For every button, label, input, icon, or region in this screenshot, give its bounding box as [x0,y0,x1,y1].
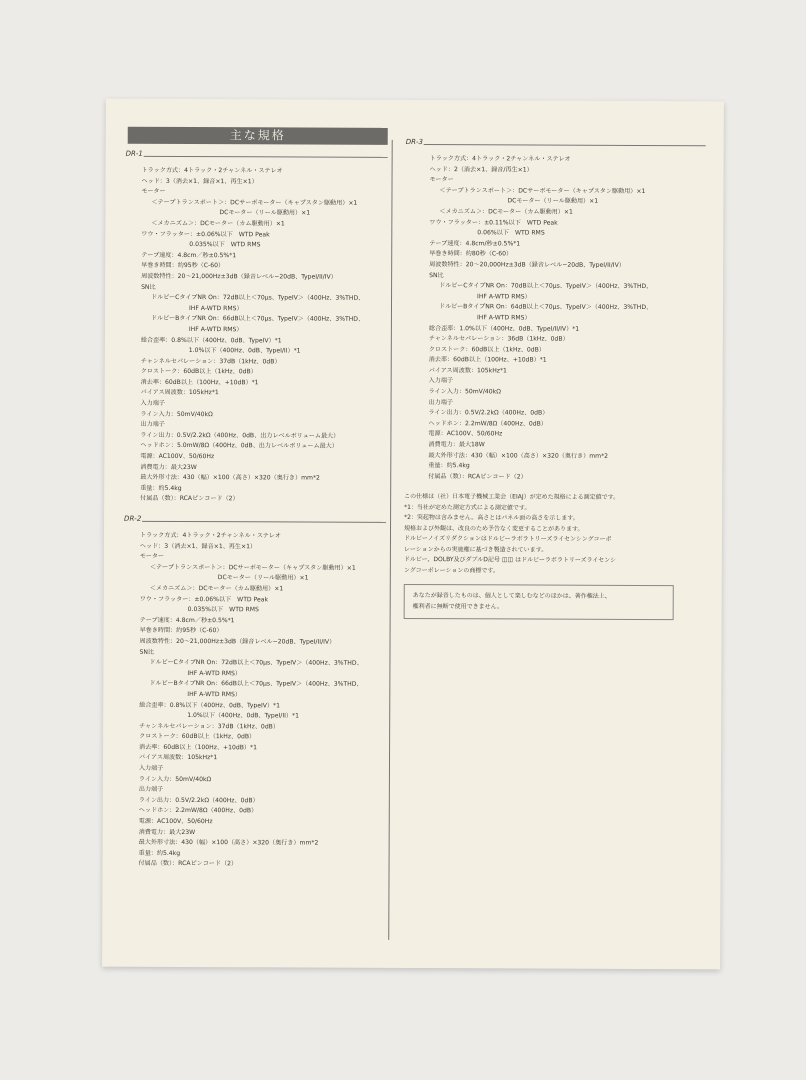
spec-line: 重量：約5.4kg [140,484,182,492]
spec-line: チャンネルセパレーション：37dB（1kHz、0dB） [140,357,281,366]
spec-line: ライン出力：0.5V/2.2kΩ（400Hz、0dB） [428,409,549,417]
spec-line: 1.0%以下（400Hz、0dB、TypeI/II）*1 [187,712,299,720]
spec-line: 入力端子 [428,377,454,385]
spec-line: ドルビーBタイプNR On：64dB以上＜70μs、TypeIV＞（400Hz、3%THD、 [438,303,653,312]
spec-line: IHF A-WTD RMS） [188,304,243,312]
spec-line: ドルビーCタイプNR On：72dB以上＜70μs、TypeIV＞（400Hz、3%THD、 [149,658,363,667]
spec-line: バイアス周波数：105kHz*1 [139,754,218,762]
spec-line: 入力端子 [140,399,165,407]
spec-line: クロストーク：60dB以上（1kHz、0dB） [428,345,545,354]
spec-line: 早巻き時間：約95秒（C-60） [141,262,225,270]
spec-line: ＜テープトランスポート＞：DCサーボモーター（キャプスタン駆動用）×1 [439,186,646,195]
spec-line: ヘッドホン：2.2mW/8Ω（400Hz、0dB） [428,419,547,428]
spec-line: ドルビーCタイプNR On：72dB以上＜70μs、TypeIV＞（400Hz、3%THD、 [151,293,365,302]
spec-line: 消去率：60dB以上（100Hz、+10dB）*1 [428,356,547,364]
section-rule [424,144,706,146]
spec-line: 重量：約5.4kg [138,849,181,857]
spec-line: チャンネルセパレーション：36dB（1kHz、0dB） [428,335,569,343]
spec-line: ヘッド：3（消去×1、録音×1、再生×1） [139,542,257,550]
spec-line: トラック方式：4トラック・2チャンネル・ステレオ [141,166,283,175]
spec-line: SN比 [429,271,444,279]
footnote-line: ドルビーノイズリダクションはドルビーラボラトリーズライセンシングコーポ [403,535,612,544]
spec-line: ＜テープトランスポート＞：DCサーボモーター（キャプスタン駆動用）×1 [149,563,356,572]
spec-line: ワウ・フラッター：±0.06%以下 WTD Peak [141,230,270,238]
spec-line: ドルビーCタイプNR On：70dB以上＜70μs、TypeIV＞（400Hz、3%THD、 [439,282,653,291]
spec-line: 0.035%以下 WTD RMS [189,241,261,249]
spec-line: ＜テープトランスポート＞：DCサーボモーター（キャプスタン駆動用）×1 [151,198,358,207]
spec-line: ＜メカニズム＞：DCモーター（カム駆動用）×1 [439,208,573,216]
spec-line: 出力端子 [138,786,164,794]
spec-line: ヘッドホン：5.0mW/8Ω（400Hz、0dB、出力レベルボリューム最大） [140,442,338,451]
spec-list [428,154,705,484]
spec-line: 最大外形寸法：430（幅）×100（高さ）×320（奥行き）mm*2 [138,839,319,847]
column-divider [388,140,392,940]
spec-line: 付属品（数）：RCAピンコード（2） [428,472,527,481]
spec-line: モーター [139,552,165,561]
footnote-line: ングコーポレーションの商標です。 [403,566,499,575]
spec-line: テープ速度：4.8cm／秒±0.5%*1 [141,251,237,259]
spec-line: トラック方式：4トラック・2チャンネル・ステレオ [139,531,281,540]
spec-list [139,531,386,871]
spec-line: IHF A-WTD RMS） [477,292,531,301]
spec-line: モーター [429,176,454,184]
spec-line: ドルビーBタイプNR On：66dB以上＜70μs、TypeIV＞（400Hz、3%THD、 [149,680,363,689]
model-name: DR-1 [125,149,143,158]
spec-line: DCモーター（リール駆動用）×1 [217,574,309,582]
spec-line: 早巻き時間：約95秒（C-60） [139,627,223,635]
model-header-dr1 [126,150,388,163]
spec-line: 重量：約5.4kg [428,462,470,470]
spec-line: テープ速度：4.8cm/秒±0.5%*1 [429,239,521,248]
spec-line: 入力端子 [138,764,164,772]
spec-line: トラック方式：4トラック・2チャンネル・ステレオ [429,155,571,163]
spec-line: 消費電力：最大23W [138,828,196,836]
spec-line: クロストーク：60dB以上（1kHz、0dB） [140,368,257,376]
spec-line: ヘッドホン：2.2mW/8Ω（400Hz、0dB） [138,807,258,815]
spec-line: 周波数特性：20～21,000Hz±3dB（録音レベル−20dB、TypeI/II/IV） [141,272,337,281]
spec-line: 消費電力：最大23W [140,463,197,471]
spec-line: 最大外形寸法：430（幅）×100（高さ）×320（奥行き）mm*2 [428,451,609,460]
footnote-line: *1：当社が定めた測定方式による測定値です。 [404,503,531,512]
spec-line: ドルビーBタイプNR On：66dB以上＜70μs、TypeIV＞（400Hz、3%THD、 [150,315,365,324]
model-header-dr2 [124,515,386,528]
right-column [404,132,706,621]
model-name: DR-3 [405,137,423,147]
spec-line: ライン入力：50mV/40kΩ [140,410,213,418]
footnotes [404,492,704,577]
footnote-line: この仕様は（社）日本電子機械工業会（EIAJ）が定めた規格による測定値です。 [404,493,620,502]
spec-line: IHF A-WTD RMS） [476,314,531,322]
spec-line: ワウ・フラッター：±0.11%以下 WTD Peak [429,218,558,227]
model-header-dr3 [406,138,706,151]
spec-sheet [102,99,724,970]
left-column [123,127,388,871]
spec-line: SN比 [139,648,155,656]
spec-line: バイアス周波数：105kHz*1 [428,366,507,375]
spec-line: 0.035%以下 WTD RMS [187,606,259,614]
spec-line: 周波数特性：20～20,000Hz±3dB（録音レベル−20dB、TypeI/II/IV） [429,261,625,269]
spec-line: モーター [141,187,166,196]
spec-line: IHF A-WTD RMS） [187,690,241,699]
spec-line: 出力端子 [140,421,165,429]
footnote-line: *2：突起物は含みません。高さとはパネル面の高さを示します。 [404,514,579,523]
spec-line: 0.06%以下 WTD RMS [477,229,545,237]
spec-line: 電源：AC100V、50/60Hz [138,817,213,826]
spec-line: ライン出力：0.5V/2.2kΩ（400Hz、0dB） [138,796,259,805]
section-rule [144,156,388,158]
spec-line: クロストーク：60dB以上（1kHz、0dB） [139,733,256,741]
spec-line: ＜メカニズム＞：DCモーター（カム駆動用）×1 [151,219,285,228]
spec-line: DCモーター（リール駆動用）×1 [507,197,599,206]
spec-line: 消去率：60dB以上（100Hz、+10dB）*1 [139,743,257,752]
section-rule [142,521,386,523]
spec-line: 付属品（数）：RCAピンコード（2） [140,495,239,503]
copyright-notice-box [404,584,674,620]
spec-line: IHF A-WTD RMS） [188,325,243,334]
spec-line: 1.0%以下（400Hz、0dB、TypeI/II）*1 [188,347,301,355]
spec-line: 総合歪率：1.0%以下（400Hz、0dB、TypeI/II/IV）*1 [428,324,580,333]
spec-line: ライン入力：50mV/40kΩ [138,775,212,783]
spec-line: 周波数特性：20～21,000Hz±3dB（録音レベル−20dB、TypeI/II/IV） [139,637,336,646]
spec-list [140,166,387,506]
copyright-line: 権利者に無断で使用できません。 [412,602,504,611]
spec-line: テープ速度：4.8cm／秒±0.5%*1 [139,616,235,624]
model-name: DR-2 [124,514,142,523]
footnote-line: ドルビー、DOLBY及びダブルD記号 ◫◫ はドルビーラボラトリーズライセンシ [403,556,617,565]
spec-line: 最大外形寸法：430（幅）×100（高さ）×320（奥行き）mm*2 [140,474,320,482]
footnote-line: レーションからの実施権に基づき製造されています。 [403,545,548,554]
page-title: 主な規格 [128,127,388,145]
spec-line: ヘッド：2（消去×1、録音/再生×1） [429,165,533,174]
spec-line: 総合歪率：0.8%以下（400Hz、0dB、TypeIV）*1 [140,336,282,344]
spec-line: 電源：AC100V、50/60Hz [140,452,215,461]
spec-line: 出力端子 [428,398,453,406]
spec-line: 消去率：60dB以上（100Hz、+10dB）*1 [140,378,259,387]
spec-line: SN比 [141,283,156,291]
spec-line: 電源：AC100V、50/60Hz [428,430,503,438]
spec-line: 消費電力：最大18W [428,441,485,449]
copyright-line: あなたが録音したものは、個人として楽しむなどのほかは、著作権法上、 [412,592,611,601]
spec-line: ヘッド：3（消去×1、録音×1、再生×1） [141,177,258,185]
spec-line: チャンネルセパレーション：37dB（1kHz、0dB） [139,722,279,731]
spec-line: IHF A-WTD RMS） [187,669,242,677]
spec-line: ライン出力：0.5V/2.2kΩ（400Hz、0dB、出力レベルボリューム最大） [140,431,340,440]
spec-line: ワウ・フラッター：±0.06%以下 WTD Peak [139,595,269,603]
spec-line: DCモーター（リール駆動用）×1 [219,209,311,217]
spec-line: 付属品（数）：RCAピンコード（2） [138,860,238,868]
footnote-line: 規格および外観は、改良のため予告なく変更することがあります。 [404,524,584,533]
spec-line: バイアス周波数：105kHz*1 [140,389,219,397]
spec-line: 総合歪率：0.8%以下（400Hz、0dB、TypeIV）*1 [139,701,281,709]
spec-line: 早巻き時間：約80秒（C-60） [429,250,513,258]
spec-line: ライン入力：50mV/40kΩ [428,388,501,396]
spec-line: ＜メカニズム＞：DCモーター（カム駆動用）×1 [149,584,284,593]
